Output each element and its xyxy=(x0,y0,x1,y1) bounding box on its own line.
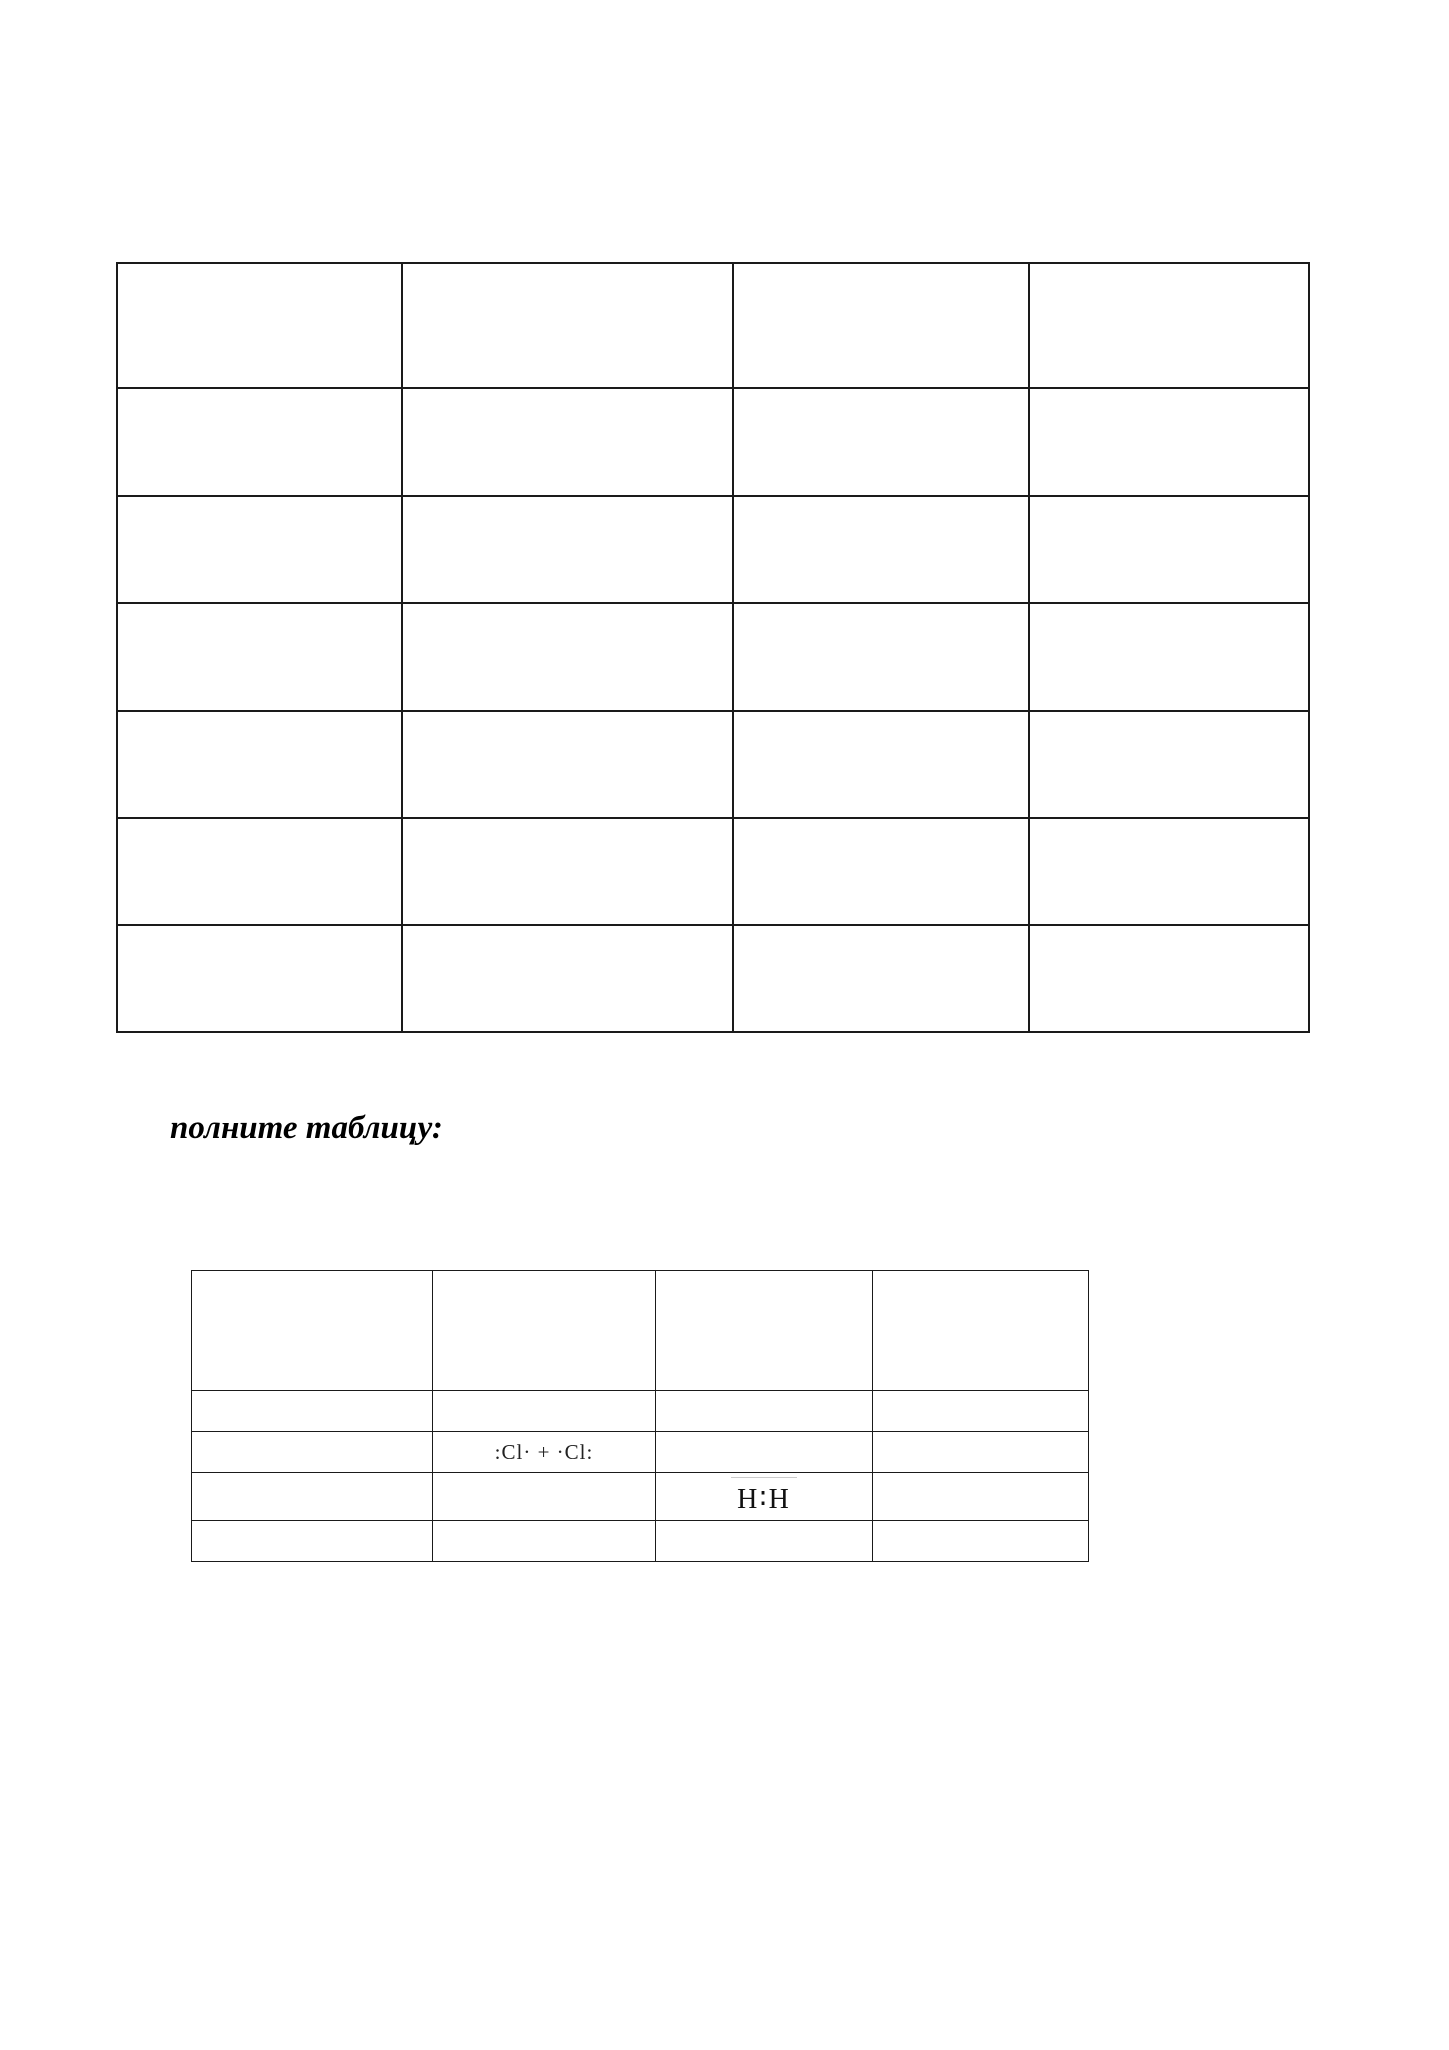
table-cell xyxy=(433,1432,656,1473)
table-cell xyxy=(402,388,733,496)
table-row xyxy=(192,1271,1089,1391)
table-cell xyxy=(402,603,733,711)
table-cell xyxy=(733,603,1029,711)
table-cell xyxy=(873,1391,1089,1432)
table-cell xyxy=(433,1271,656,1391)
table-row xyxy=(117,603,1309,711)
table-cell xyxy=(117,388,402,496)
table-cell xyxy=(1029,603,1309,711)
table-cell xyxy=(192,1473,433,1521)
table-row xyxy=(192,1391,1089,1432)
table-cell xyxy=(117,711,402,818)
table-cell xyxy=(433,1473,656,1521)
table-cell xyxy=(733,496,1029,603)
table-cell xyxy=(1029,496,1309,603)
table-cell xyxy=(402,711,733,818)
top-table xyxy=(116,262,1310,1033)
table-row xyxy=(117,818,1309,925)
table-cell xyxy=(733,263,1029,388)
table-cell xyxy=(1029,263,1309,388)
table-cell xyxy=(733,388,1029,496)
table-cell xyxy=(192,1271,433,1391)
chlorine-lewis-formula: :Cl· + ·Cl: xyxy=(494,1439,594,1464)
table-row xyxy=(192,1432,1089,1473)
table-cell xyxy=(733,711,1029,818)
table-cell xyxy=(733,818,1029,925)
table-cell xyxy=(402,263,733,388)
table-cell xyxy=(117,925,402,1032)
table-cell xyxy=(117,818,402,925)
table-row xyxy=(117,711,1309,818)
table-cell xyxy=(192,1432,433,1473)
table-cell xyxy=(1029,711,1309,818)
table-cell xyxy=(656,1473,873,1521)
table-cell xyxy=(402,818,733,925)
table-cell xyxy=(1029,925,1309,1032)
table-cell xyxy=(1029,388,1309,496)
instruction-heading: полните таблицу: xyxy=(170,1110,443,1146)
table-cell xyxy=(192,1521,433,1562)
table-cell xyxy=(733,925,1029,1032)
table-cell xyxy=(402,496,733,603)
table-cell xyxy=(192,1391,433,1432)
table-cell xyxy=(433,1521,656,1562)
table-cell xyxy=(656,1271,873,1391)
table-cell xyxy=(117,263,402,388)
table-cell xyxy=(873,1473,1089,1521)
table-cell xyxy=(1029,818,1309,925)
table-cell xyxy=(873,1271,1089,1391)
table-cell xyxy=(117,603,402,711)
table-row xyxy=(117,925,1309,1032)
table-cell xyxy=(402,925,733,1032)
table-row xyxy=(117,388,1309,496)
table-row xyxy=(192,1473,1089,1521)
table-cell xyxy=(873,1432,1089,1473)
bottom-table xyxy=(191,1270,1089,1562)
table-cell xyxy=(873,1521,1089,1562)
table-cell xyxy=(117,496,402,603)
table-cell xyxy=(433,1391,656,1432)
table-row xyxy=(117,263,1309,388)
table-row xyxy=(117,496,1309,603)
table-cell xyxy=(656,1391,873,1432)
table-row xyxy=(192,1521,1089,1562)
table-cell xyxy=(656,1432,873,1473)
hydrogen-lewis-formula: H∶H xyxy=(731,1477,797,1516)
table-cell xyxy=(656,1521,873,1562)
